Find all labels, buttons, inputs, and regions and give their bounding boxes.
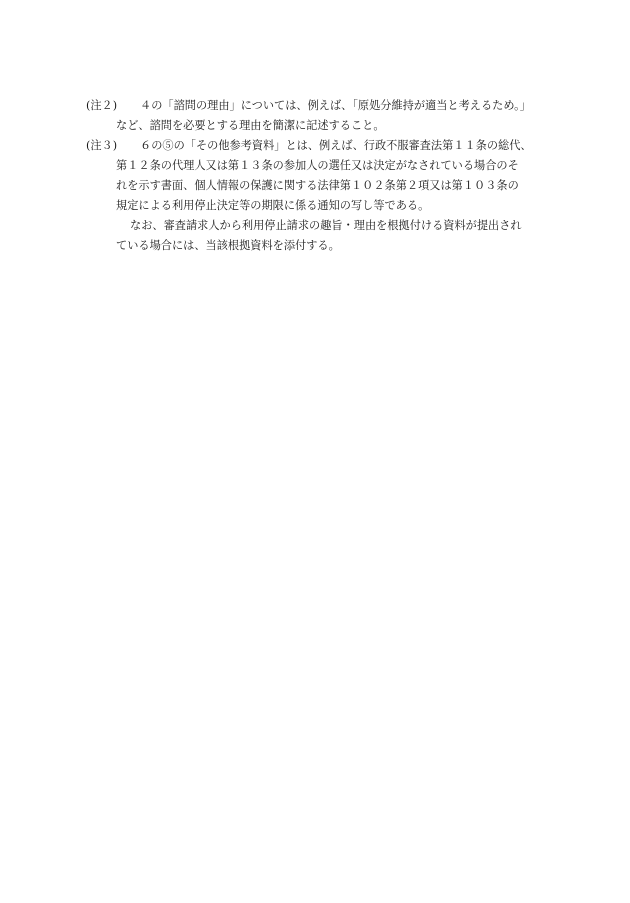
note-line: など、諮問を必要とする理由を簡潔に記述すること。 [116,119,385,132]
note-label: (注３) [86,139,118,152]
note-line: ６の⑤の「その他参考資料」とは、例えば、行政不服審査法第１１条の総代、 [140,139,532,152]
note-line: ている場合には、当該根拠資料を添付する。 [116,239,340,252]
note-line: ４の「諮問の理由」については、例えば、「原処分維持が適当と考えるため。」 [140,99,531,112]
note-line: 第１２条の代理人又は第１３条の参加人の選任又は決定がなされている場合のそ [116,159,519,172]
note-line: 規定による利用停止決定等の期限に係る通知の写し等である。 [116,199,430,212]
note-label: (注２) [86,99,118,112]
note-line: れを示す書面、個人情報の保護に関する法律第１０２条第２項又は第１０３条の [116,179,519,192]
note-line: なお、審査請求人から利用停止請求の趣旨・理由を根拠付ける資料が提出され [130,219,522,232]
